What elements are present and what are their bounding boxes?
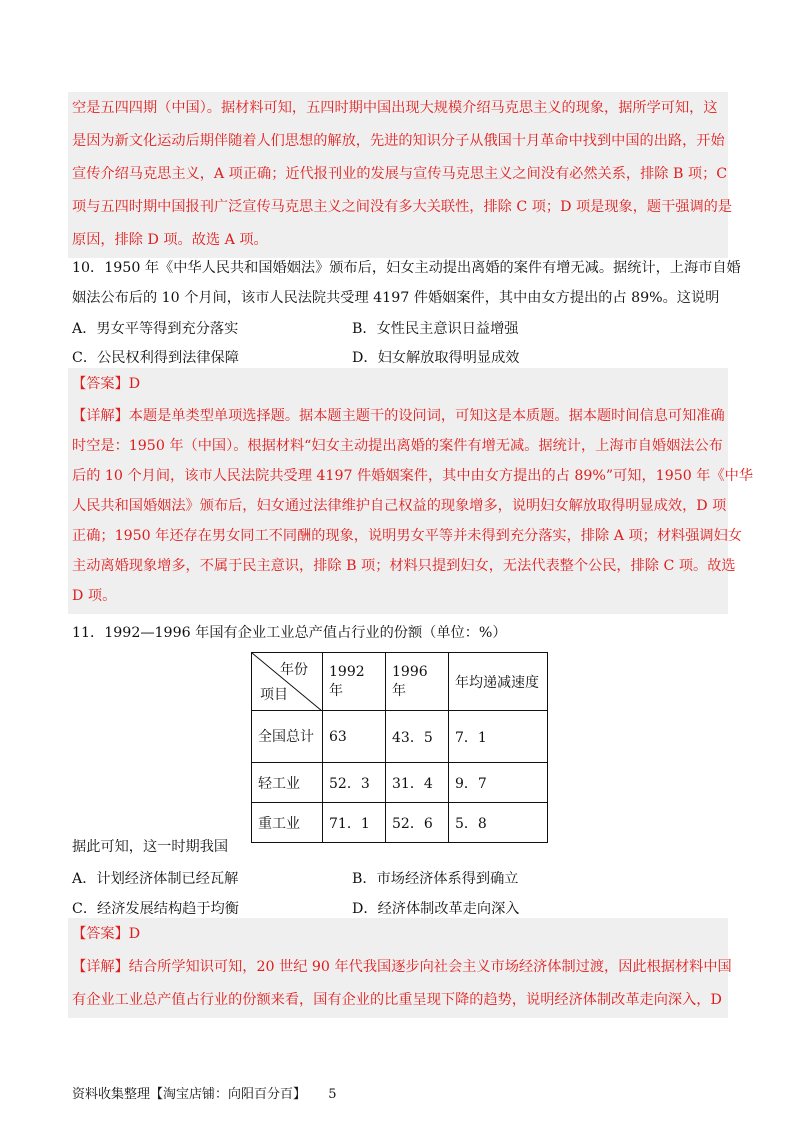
q11-explanation-line: 【详解】结合所学知识可知，20 世纪 90 年代我国逐步向社会主义市场经济体制过渡，因此根据材料中国: [72, 959, 732, 975]
q11-option-d: D．经济体制改革走向深入: [352, 901, 520, 917]
q9-explanation-line: 项与五四时期中国报刊广泛宣传马克思主义之间没有多大关联性，排除 C 项；D 项是现象，题干强调的是: [72, 199, 733, 215]
table-row: [252, 763, 548, 803]
footer-source: 资料收集整理【淘宝店铺：向阳百分百】: [72, 1087, 307, 1102]
table-row-label: 全国总计: [252, 711, 323, 763]
q10-option-d: D．妇女解放取得明显成效: [352, 350, 520, 366]
table-cell: 52．6: [386, 803, 449, 843]
q10-explanation-line: 人民共和国婚姻法》颁布后，妇女通过法律维护自己权益的现象增多，说明妇女解放取得明显成效，D 项: [72, 498, 727, 514]
table-row: [252, 803, 548, 843]
q9-explanation-line: 是因为新文化运动后期伴随着人们思想的解放，先进的知识分子从俄国十月革命中找到中国的出路，开始: [72, 133, 725, 149]
q11-explanation-line: 有企业工业总产值占行业的份额来看，国有企业的比重呈现下降的趋势，说明经济体制改革走向深入，D: [72, 992, 722, 1008]
q10-explanation-line: 后的 10 个月间，该市人民法院共受理 4197 件婚姻案件，其中由女方提出的占 89%”可知，1950 年《中华: [72, 468, 754, 484]
q10-answer: 【答案】D: [72, 376, 141, 392]
q10-answer-block: [68, 368, 754, 614]
q11-after-table: 据此可知，这一时期我国: [72, 839, 229, 855]
corner-item-label: 项目: [260, 687, 288, 703]
table-cell: 63: [323, 711, 386, 763]
q11-option-b: B．市场经济体系得到确立: [352, 871, 519, 887]
q10-explanation-line: 时空是：1950 年（中国）。根据材料“妇女主动提出离婚的案件有增无减。据统计，上海市自婚姻法公布: [72, 438, 723, 454]
table-cell: 7．1: [449, 711, 548, 763]
table-corner-cell: [252, 653, 323, 711]
page-number: 5: [328, 1087, 337, 1102]
table-cell: 71．1: [323, 803, 386, 843]
q10-stem-line: 10．1950 年《中华人民共和国婚姻法》颁布后，妇女主动提出离婚的案件有增无减。据统计，上海市自婚: [72, 260, 741, 276]
q9-explanation-line: 原因，排除 D 项。故选 A 项。: [72, 232, 268, 248]
table-cell: 43．5: [386, 711, 449, 763]
q10-explanation-line: 【详解】本题是单类型单项选择题。据本题主题干的设问词，可知这是本质题。据本题时间信息可知准确: [72, 408, 725, 424]
table-cell: 5．8: [449, 803, 548, 843]
q11-option-c: C．经济发展结构趋于均衡: [72, 901, 239, 917]
table-header-row: [252, 653, 548, 711]
table-row-label: 轻工业: [252, 763, 323, 803]
table-cell: 52．3: [323, 763, 386, 803]
q10-explanation-line: 主动离婚现象增多，不属于民主意识，排除 B 项；材料只提到妇女，无法代表整个公民，排除 C 项。故选: [72, 558, 736, 574]
q10-stem-line: 姻法公布后的 10 个月间，该市人民法院共受理 4197 件婚姻案件，其中由女方提出的占 89%。这说明: [72, 290, 720, 306]
q11-data-table: [251, 652, 548, 843]
q10-option-a: A．男女平等得到充分落实: [72, 321, 239, 337]
table-header-cell: 1992 年: [323, 653, 386, 711]
table-row-label: 重工业: [252, 803, 323, 843]
q11-answer: 【答案】D: [72, 926, 141, 942]
q10-option-b: B．女性民主意识日益增强: [352, 321, 519, 337]
q9-explanation-line: 空是五四四期（中国）。据材料可知，五四时期中国出现大规模介绍马克思主义的现象，据所学可知，这: [72, 100, 718, 116]
q11-stem: 11．1992—1996 年国有企业工业总产值占行业的份额（单位：%）: [72, 625, 507, 641]
table-header-cell: 1996 年: [386, 653, 449, 711]
q9-explanation-line: 宣传介绍马克思主义，A 项正确；近代报刊业的发展与宣传马克思主义之间没有必然关系，排除 B 项；C: [72, 166, 728, 182]
table-cell: 31．4: [386, 763, 449, 803]
q10-explanation-line: D 项。: [72, 588, 117, 604]
table-cell: 9．7: [449, 763, 548, 803]
q11-option-a: A．计划经济体制已经瓦解: [72, 871, 239, 887]
q10-explanation-line: 正确；1950 年还存在男女同工不同酬的现象，说明男女平等并未得到充分落实，排除 A 项；材料强调妇女: [72, 528, 742, 544]
table-header-cell: 年均递减速度: [449, 653, 548, 711]
corner-year-label: 年份: [280, 662, 308, 678]
q9-explanation-block: [68, 92, 733, 258]
table-row: [252, 711, 548, 763]
q11-answer-block: [68, 918, 732, 1018]
q10-option-c: C．公民权利得到法律保障: [72, 350, 239, 366]
page-footer: [72, 1083, 337, 1102]
